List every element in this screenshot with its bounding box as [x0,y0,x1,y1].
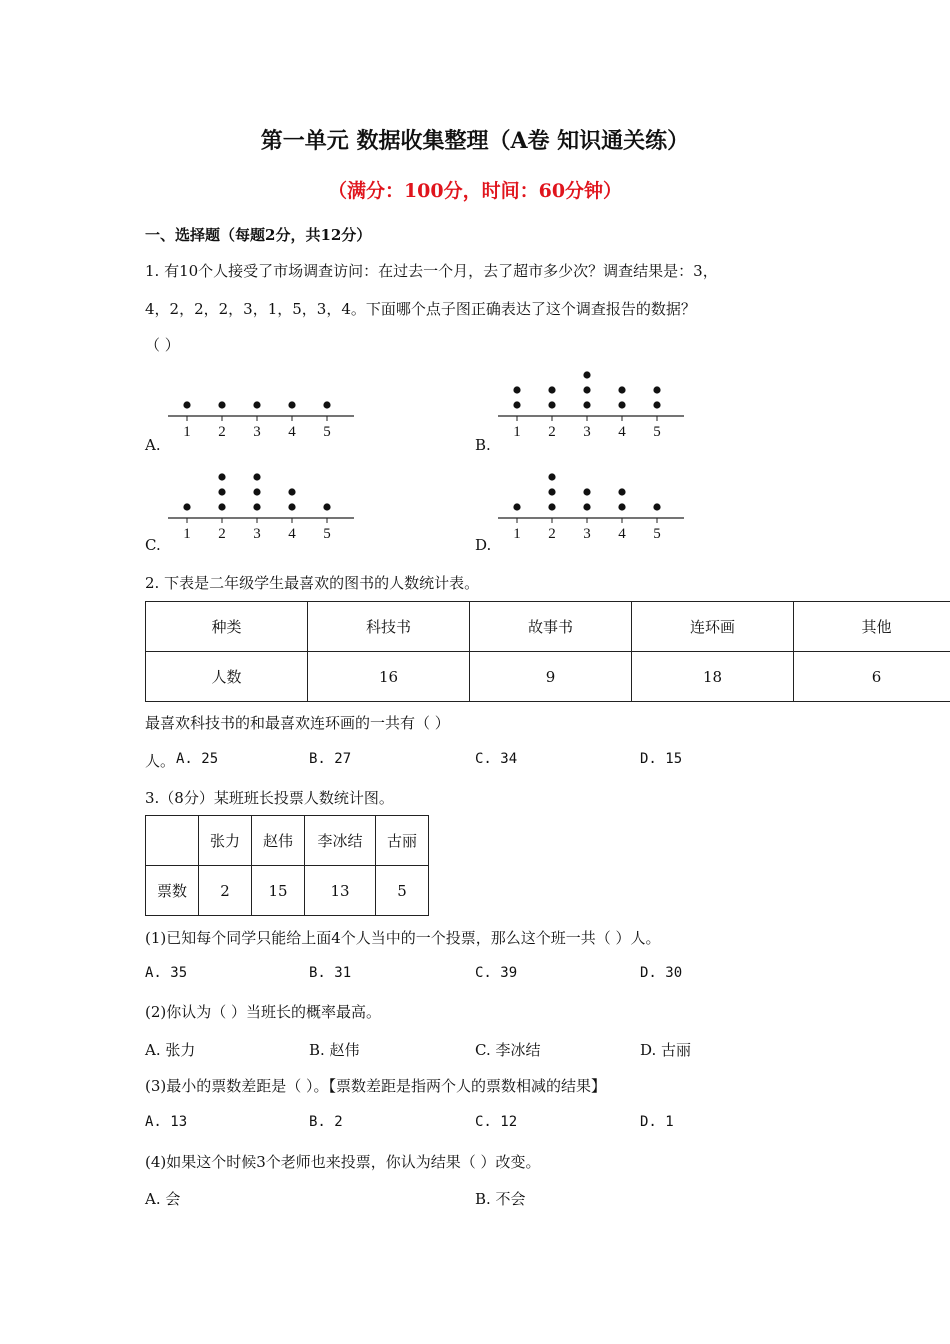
q3-cell: 5 [376,866,429,916]
q2-text: 2. 下表是二年级学生最喜欢的图书的人数统计表。 [145,574,480,592]
q2-cell: 科技书 [308,602,470,652]
axis-tick-label: 5 [653,424,661,440]
data-dot [583,371,590,378]
data-dot [583,488,590,495]
data-dot [583,401,590,408]
axis-tick-label: 3 [583,424,591,440]
q2-cell: 9 [470,652,632,702]
q2-table-header-row [146,602,950,652]
data-dot [253,401,260,408]
q3-sub3-option-b: B. 2 [309,1114,343,1130]
q2-cell: 其他 [794,602,950,652]
dot-plot-d [498,462,698,547]
q3-sub2-option-b: B. 赵伟 [309,1041,360,1059]
q3-sub3-option-d: D. 1 [640,1114,674,1130]
axis-tick-label: 1 [183,424,191,440]
data-dot [653,386,660,393]
data-dot [218,473,225,480]
q2-cell: 故事书 [470,602,632,652]
axis-tick-label: 4 [618,424,626,440]
q3-cell: 赵伟 [252,816,305,866]
q3-sub1-option-b: B. 31 [309,965,352,981]
data-dot [513,503,520,510]
data-dot [218,401,225,408]
axis-tick-label: 1 [183,526,191,542]
q1-answer-blank: （ ） [145,336,180,354]
axis-tick-label: 2 [548,526,556,542]
q2-table-data-row [146,652,950,702]
q2-prefix: 人。 [145,752,176,770]
q3-sub4-option-b: B. 不会 [475,1190,526,1208]
q3-cell [146,816,199,866]
axis-tick-label: 1 [513,424,521,440]
data-dot [548,386,555,393]
axis-tick-label: 4 [288,424,296,440]
data-dot [548,473,555,480]
axis-tick-label: 5 [323,424,331,440]
section-heading: 一、选择题（每题2分，共12分） [145,226,372,244]
data-dot [288,488,295,495]
q3-sub1-option-d: D. 30 [640,965,683,981]
axis-tick-label: 5 [323,526,331,542]
data-dot [183,503,190,510]
page-subtitle: （满分：100分，时间：60分钟） [327,180,623,202]
data-dot [288,503,295,510]
data-dot [183,401,190,408]
axis-tick-label: 3 [253,424,261,440]
q3-sub1-option-a: A. 35 [145,965,188,981]
data-dot [323,401,330,408]
q3-sub3-option-a: A. 13 [145,1114,188,1130]
dot-plot-b [498,360,698,445]
data-dot [653,401,660,408]
axis-tick-label: 3 [583,526,591,542]
q3-cell: 13 [305,866,376,916]
axis-tick-label: 3 [253,526,261,542]
q2-question: 最喜欢科技书的和最喜欢连环画的一共有（ ） [145,714,450,732]
q2-cell: 16 [308,652,470,702]
option-a-label: A. [145,436,161,454]
q3-cell: 2 [199,866,252,916]
q3-table-header-row [146,816,429,866]
data-dot [583,386,590,393]
q2-table [145,601,950,702]
q2-cell: 种类 [146,602,308,652]
data-dot [618,401,625,408]
data-dot [253,503,260,510]
dot-plot-a [168,360,368,445]
data-dot [513,401,520,408]
q3-cell: 古丽 [376,816,429,866]
axis-tick-label: 4 [288,526,296,542]
q3-text: 3.（8分）某班班长投票人数统计图。 [145,789,394,807]
q3-sub3-text: (3)最小的票数差距是（ ）。【票数差距是指两个人的票数相减的结果】 [145,1077,607,1095]
q3-sub2-option-c: C. 李冰结 [475,1041,541,1059]
q2-option-a: A. 25 [176,751,219,767]
q2-option-c: C. 34 [475,751,518,767]
q3-table-data-row [146,866,429,916]
q3-sub2-text: (2)你认为（ ）当班长的概率最高。 [145,1003,382,1021]
q3-sub2-option-d: D. 古丽 [640,1041,692,1059]
data-dot [548,401,555,408]
axis-tick-label: 2 [218,424,226,440]
q2-cell: 连环画 [632,602,794,652]
q3-sub2-option-a: A. 张力 [145,1041,196,1059]
axis-tick-label: 5 [653,526,661,542]
q2-cell: 人数 [146,652,308,702]
dot-plot-c [168,462,368,547]
q3-sub4-text: (4)如果这个时候3个老师也来投票，你认为结果（ ）改变。 [145,1153,541,1171]
data-dot [618,503,625,510]
axis-tick-label: 4 [618,526,626,542]
q2-cell: 18 [632,652,794,702]
q2-cell: 6 [794,652,950,702]
data-dot [618,488,625,495]
q3-sub3-option-c: C. 12 [475,1114,518,1130]
data-dot [583,503,590,510]
data-dot [253,473,260,480]
q3-sub1-option-c: C. 39 [475,965,518,981]
data-dot [218,503,225,510]
q3-table [145,815,429,916]
option-b-label: B. [475,436,491,454]
q3-sub1-text: (1)已知每个同学只能给上面4个人当中的一个投票，那么这个班一共（ ）人。 [145,929,661,947]
q2-option-d: D. 15 [640,751,683,767]
q1-text-line1: 1. 有10个人接受了市场调查访问：在过去一个月，去了超市多少次？调查结果是：3， [145,262,718,280]
data-dot [253,488,260,495]
page-title: 第一单元 数据收集整理（A卷 知识通关练） [260,128,690,154]
data-dot [218,488,225,495]
q2-option-b: B. 27 [309,751,352,767]
data-dot [513,386,520,393]
q3-sub4-option-a: A. 会 [145,1190,181,1208]
axis-tick-label: 1 [513,526,521,542]
axis-tick-label: 2 [218,526,226,542]
data-dot [548,488,555,495]
data-dot [548,503,555,510]
option-d-label: D. [475,536,492,554]
q3-cell: 15 [252,866,305,916]
option-c-label: C. [145,536,161,554]
q3-cell: 张力 [199,816,252,866]
q3-cell: 票数 [146,866,199,916]
data-dot [653,503,660,510]
data-dot [618,386,625,393]
data-dot [323,503,330,510]
q1-text-line2: 4，2，2，2，3，1，5，3，4。下面哪个点子图正确表达了这个调查报告的数据？ [145,300,696,318]
data-dot [288,401,295,408]
q3-cell: 李冰结 [305,816,376,866]
axis-tick-label: 2 [548,424,556,440]
